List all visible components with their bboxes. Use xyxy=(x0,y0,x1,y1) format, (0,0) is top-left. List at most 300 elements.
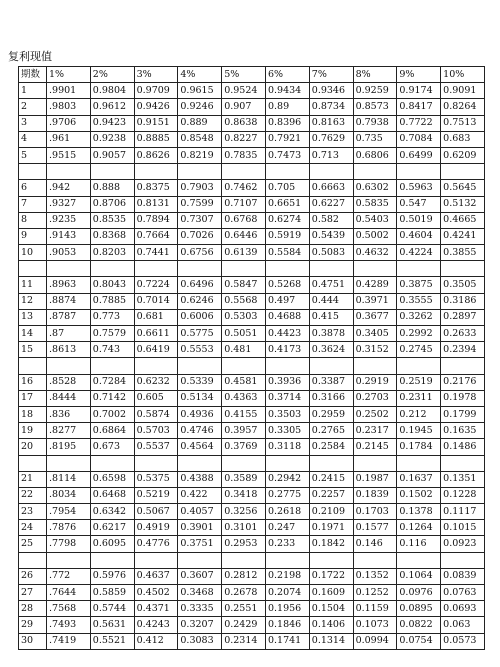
header-row xyxy=(19,67,485,83)
value-cell: 0.4502 xyxy=(134,585,178,601)
value-cell: 0.1799 xyxy=(441,406,485,422)
value-cell: 0.8375 xyxy=(134,180,178,196)
value-cell: 0.412 xyxy=(134,633,178,649)
value-cell: 0.8396 xyxy=(265,115,309,131)
value-cell: 0.0895 xyxy=(397,601,441,617)
value-cell: 0.4637 xyxy=(134,568,178,584)
table-row xyxy=(19,293,485,309)
value-cell: .9143 xyxy=(47,228,91,244)
value-cell: 0.1703 xyxy=(353,504,397,520)
value-cell: 0.5067 xyxy=(134,504,178,520)
value-cell: 0.4776 xyxy=(134,536,178,552)
period-cell: 30 xyxy=(19,633,47,649)
empty-cell xyxy=(353,552,397,568)
empty-cell xyxy=(178,261,222,277)
value-cell: 0.9174 xyxy=(397,83,441,99)
value-cell: .8114 xyxy=(47,471,91,487)
table-row xyxy=(19,147,485,163)
value-cell: 0.7903 xyxy=(178,180,222,196)
value-cell: 0.063 xyxy=(441,617,485,633)
value-cell: 0.2812 xyxy=(222,568,266,584)
value-cell: 0.3468 xyxy=(178,585,222,601)
empty-cell xyxy=(90,261,134,277)
value-cell: 0.1842 xyxy=(309,536,353,552)
value-cell: .8874 xyxy=(47,293,91,309)
value-cell: 0.2959 xyxy=(309,406,353,422)
value-cell: 0.2678 xyxy=(222,585,266,601)
period-cell: 10 xyxy=(19,245,47,261)
value-cell: 0.6095 xyxy=(90,536,134,552)
table-row xyxy=(19,487,485,503)
value-cell: 0.1351 xyxy=(441,471,485,487)
table-row xyxy=(19,309,485,325)
table-row xyxy=(19,131,485,147)
value-cell: 0.9346 xyxy=(309,83,353,99)
value-cell: 0.5631 xyxy=(90,617,134,633)
value-cell: 0.3262 xyxy=(397,309,441,325)
value-cell: 0.1635 xyxy=(441,423,485,439)
value-cell: .9706 xyxy=(47,115,91,131)
period-cell: 28 xyxy=(19,601,47,617)
period-cell: 2 xyxy=(19,99,47,115)
empty-cell xyxy=(90,552,134,568)
value-cell: .9803 xyxy=(47,99,91,115)
value-cell: 0.5268 xyxy=(265,277,309,293)
value-cell: 0.2897 xyxy=(441,309,485,325)
value-cell: 0.4751 xyxy=(309,277,353,293)
value-cell: 0.4173 xyxy=(265,342,309,358)
value-cell: 0.247 xyxy=(265,520,309,536)
value-cell: 0.7142 xyxy=(90,390,134,406)
value-cell: 0.735 xyxy=(353,131,397,147)
value-cell: 0.1846 xyxy=(265,617,309,633)
value-cell: 0.6496 xyxy=(178,277,222,293)
empty-cell xyxy=(353,455,397,471)
header-cell-rate: 5% xyxy=(222,67,266,83)
value-cell: 0.7921 xyxy=(265,131,309,147)
value-cell: 0.5303 xyxy=(222,309,266,325)
empty-cell xyxy=(309,261,353,277)
value-cell: 0.9426 xyxy=(134,99,178,115)
empty-cell xyxy=(222,358,266,374)
value-cell: 0.6217 xyxy=(90,520,134,536)
value-cell: 0.6274 xyxy=(265,212,309,228)
value-cell: 0.5339 xyxy=(178,374,222,390)
value-cell: 0.0573 xyxy=(441,633,485,649)
value-cell: 0.8535 xyxy=(90,212,134,228)
table-row xyxy=(19,390,485,406)
value-cell: 0.8203 xyxy=(90,245,134,261)
value-cell: 0.2145 xyxy=(353,439,397,455)
value-cell: .8034 xyxy=(47,487,91,503)
value-cell: 0.3957 xyxy=(222,423,266,439)
table-row xyxy=(19,196,485,212)
period-cell: 18 xyxy=(19,406,47,422)
table-title: 复利现值 xyxy=(8,50,52,63)
value-cell: 0.9612 xyxy=(90,99,134,115)
value-cell: 0.2394 xyxy=(441,342,485,358)
value-cell: 0.1406 xyxy=(309,617,353,633)
empty-cell xyxy=(47,455,91,471)
value-cell: 0.8368 xyxy=(90,228,134,244)
value-cell: 0.6342 xyxy=(90,504,134,520)
value-cell: 0.1378 xyxy=(397,504,441,520)
value-cell: 0.3769 xyxy=(222,439,266,455)
empty-cell xyxy=(441,358,485,374)
empty-cell xyxy=(90,455,134,471)
value-cell: 0.9423 xyxy=(90,115,134,131)
value-cell: 0.1637 xyxy=(397,471,441,487)
empty-cell xyxy=(134,358,178,374)
table-row xyxy=(19,115,485,131)
empty-cell xyxy=(134,261,178,277)
value-cell: 0.7473 xyxy=(265,147,309,163)
value-cell: 0.9804 xyxy=(90,83,134,99)
value-cell: 0.2953 xyxy=(222,536,266,552)
value-cell: 0.1314 xyxy=(309,633,353,649)
value-cell: 0.4155 xyxy=(222,406,266,422)
empty-cell xyxy=(265,261,309,277)
value-cell: 0.8548 xyxy=(178,131,222,147)
value-cell: 0.3256 xyxy=(222,504,266,520)
empty-cell xyxy=(397,261,441,277)
value-cell: 0.7107 xyxy=(222,196,266,212)
value-cell: 0.3152 xyxy=(353,342,397,358)
value-cell: 0.3083 xyxy=(178,633,222,649)
empty-cell xyxy=(19,261,47,277)
header-cell-rate: 9% xyxy=(397,67,441,83)
table-row xyxy=(19,342,485,358)
value-cell: 0.1228 xyxy=(441,487,485,503)
value-cell: 0.481 xyxy=(222,342,266,358)
value-cell: .8528 xyxy=(47,374,91,390)
period-cell: 21 xyxy=(19,471,47,487)
header-cell-rate: 4% xyxy=(178,67,222,83)
value-cell: 0.6468 xyxy=(90,487,134,503)
period-cell: 29 xyxy=(19,617,47,633)
value-cell: .9901 xyxy=(47,83,91,99)
value-cell: 0.2775 xyxy=(265,487,309,503)
value-cell: 0.1784 xyxy=(397,439,441,455)
value-cell: .7876 xyxy=(47,520,91,536)
value-cell: 0.3878 xyxy=(309,326,353,342)
value-cell: 0.7894 xyxy=(134,212,178,228)
period-cell: 6 xyxy=(19,180,47,196)
value-cell: 0.4388 xyxy=(178,471,222,487)
value-cell: .7644 xyxy=(47,585,91,601)
value-cell: 0.7441 xyxy=(134,245,178,261)
empty-cell xyxy=(19,164,47,180)
value-cell: 0.2745 xyxy=(397,342,441,358)
value-cell: 0.2502 xyxy=(353,406,397,422)
value-cell: .9515 xyxy=(47,147,91,163)
empty-cell xyxy=(178,358,222,374)
value-cell: 0.9259 xyxy=(353,83,397,99)
empty-cell xyxy=(222,552,266,568)
value-cell: 0.4604 xyxy=(397,228,441,244)
value-cell: 0.3589 xyxy=(222,471,266,487)
table-row xyxy=(19,83,485,99)
value-cell: 0.2919 xyxy=(353,374,397,390)
value-cell: 0.605 xyxy=(134,390,178,406)
table-row xyxy=(19,520,485,536)
empty-cell xyxy=(265,358,309,374)
value-cell: 0.2584 xyxy=(309,439,353,455)
value-cell: 0.212 xyxy=(397,406,441,422)
value-cell: 0.3166 xyxy=(309,390,353,406)
empty-cell xyxy=(19,552,47,568)
value-cell: 0.4581 xyxy=(222,374,266,390)
value-cell: 0.888 xyxy=(90,180,134,196)
empty-cell xyxy=(441,261,485,277)
header-cell-rate: 7% xyxy=(309,67,353,83)
value-cell: 0.6232 xyxy=(134,374,178,390)
value-cell: 0.0839 xyxy=(441,568,485,584)
empty-cell xyxy=(47,552,91,568)
value-cell: 0.5537 xyxy=(134,439,178,455)
value-cell: 0.1741 xyxy=(265,633,309,649)
value-cell: 0.5645 xyxy=(441,180,485,196)
value-cell: 0.2551 xyxy=(222,601,266,617)
empty-cell xyxy=(222,164,266,180)
value-cell: 0.2618 xyxy=(265,504,309,520)
spacer-row xyxy=(19,552,485,568)
value-cell: 0.1945 xyxy=(397,423,441,439)
table-row xyxy=(19,180,485,196)
value-cell: 0.6651 xyxy=(265,196,309,212)
value-cell: 0.1486 xyxy=(441,439,485,455)
value-cell: 0.2415 xyxy=(309,471,353,487)
spacer-row xyxy=(19,261,485,277)
table-body xyxy=(19,67,485,650)
value-cell: 0.3503 xyxy=(265,406,309,422)
value-cell: 0.6598 xyxy=(90,471,134,487)
period-cell: 19 xyxy=(19,423,47,439)
empty-cell xyxy=(353,164,397,180)
empty-cell xyxy=(397,164,441,180)
value-cell: 0.8417 xyxy=(397,99,441,115)
empty-cell xyxy=(397,358,441,374)
value-cell: 0.2109 xyxy=(309,504,353,520)
table-row xyxy=(19,212,485,228)
table-row xyxy=(19,585,485,601)
value-cell: 0.444 xyxy=(309,293,353,309)
value-cell: 0.7722 xyxy=(397,115,441,131)
header-cell-rate: 1% xyxy=(47,67,91,83)
value-cell: 0.8131 xyxy=(134,196,178,212)
value-cell: .8277 xyxy=(47,423,91,439)
value-cell: 0.1159 xyxy=(353,601,397,617)
period-cell: 4 xyxy=(19,131,47,147)
value-cell: 0.6246 xyxy=(178,293,222,309)
empty-cell xyxy=(222,261,266,277)
value-cell: 0.6768 xyxy=(222,212,266,228)
value-cell: 0.1264 xyxy=(397,520,441,536)
value-cell: 0.5439 xyxy=(309,228,353,244)
value-cell: 0.4688 xyxy=(265,309,309,325)
value-cell: .7419 xyxy=(47,633,91,649)
period-cell: 27 xyxy=(19,585,47,601)
value-cell: 0.233 xyxy=(265,536,309,552)
period-cell: 15 xyxy=(19,342,47,358)
value-cell: 0.9091 xyxy=(441,83,485,99)
value-cell: 0.4746 xyxy=(178,423,222,439)
value-cell: 0.907 xyxy=(222,99,266,115)
empty-cell xyxy=(178,164,222,180)
value-cell: 0.1839 xyxy=(353,487,397,503)
empty-cell xyxy=(90,164,134,180)
value-cell: 0.3335 xyxy=(178,601,222,617)
value-cell: .8195 xyxy=(47,439,91,455)
value-cell: 0.5835 xyxy=(353,196,397,212)
value-cell: 0.3118 xyxy=(265,439,309,455)
value-cell: 0.2176 xyxy=(441,374,485,390)
empty-cell xyxy=(441,455,485,471)
value-cell: 0.89 xyxy=(265,99,309,115)
value-cell: 0.9615 xyxy=(178,83,222,99)
value-cell: 0.3714 xyxy=(265,390,309,406)
empty-cell xyxy=(397,455,441,471)
value-cell: 0.4632 xyxy=(353,245,397,261)
period-cell: 13 xyxy=(19,309,47,325)
value-cell: 0.7664 xyxy=(134,228,178,244)
value-cell: 0.1609 xyxy=(309,585,353,601)
table-row xyxy=(19,423,485,439)
period-cell: 7 xyxy=(19,196,47,212)
period-cell: 12 xyxy=(19,293,47,309)
value-cell: 0.1352 xyxy=(353,568,397,584)
table-row xyxy=(19,99,485,115)
value-cell: 0.6227 xyxy=(309,196,353,212)
value-cell: 0.6499 xyxy=(397,147,441,163)
value-cell: 0.2257 xyxy=(309,487,353,503)
value-cell: 0.7462 xyxy=(222,180,266,196)
value-cell: 0.3207 xyxy=(178,617,222,633)
value-cell: 0.5584 xyxy=(265,245,309,261)
value-cell: 0.0763 xyxy=(441,585,485,601)
period-cell: 16 xyxy=(19,374,47,390)
empty-cell xyxy=(47,358,91,374)
value-cell: 0.673 xyxy=(90,439,134,455)
table-row xyxy=(19,277,485,293)
value-cell: 0.5375 xyxy=(134,471,178,487)
value-cell: 0.0923 xyxy=(441,536,485,552)
empty-cell xyxy=(309,358,353,374)
value-cell: 0.3677 xyxy=(353,309,397,325)
value-cell: 0.2992 xyxy=(397,326,441,342)
value-cell: 0.146 xyxy=(353,536,397,552)
period-cell: 17 xyxy=(19,390,47,406)
value-cell: 0.9524 xyxy=(222,83,266,99)
value-cell: 0.3186 xyxy=(441,293,485,309)
value-cell: 0.1015 xyxy=(441,520,485,536)
value-cell: 0.9434 xyxy=(265,83,309,99)
value-cell: 0.7002 xyxy=(90,406,134,422)
value-cell: .961 xyxy=(47,131,91,147)
empty-cell xyxy=(353,358,397,374)
value-cell: 0.5403 xyxy=(353,212,397,228)
period-cell: 11 xyxy=(19,277,47,293)
value-cell: 0.9246 xyxy=(178,99,222,115)
present-value-table xyxy=(18,66,485,650)
value-cell: .7954 xyxy=(47,504,91,520)
value-cell: 0.2765 xyxy=(309,423,353,439)
value-cell: 0.7885 xyxy=(90,293,134,309)
value-cell: 0.5568 xyxy=(222,293,266,309)
empty-cell xyxy=(222,455,266,471)
value-cell: 0.5219 xyxy=(134,487,178,503)
value-cell: 0.1987 xyxy=(353,471,397,487)
value-cell: 0.4423 xyxy=(265,326,309,342)
empty-cell xyxy=(441,164,485,180)
value-cell: .87 xyxy=(47,326,91,342)
spacer-row xyxy=(19,358,485,374)
table-row xyxy=(19,504,485,520)
value-cell: 0.6302 xyxy=(353,180,397,196)
period-cell: 25 xyxy=(19,536,47,552)
value-cell: 0.5132 xyxy=(441,196,485,212)
value-cell: 0.8734 xyxy=(309,99,353,115)
value-cell: 0.116 xyxy=(397,536,441,552)
empty-cell xyxy=(441,552,485,568)
value-cell: 0.7629 xyxy=(309,131,353,147)
value-cell: 0.1577 xyxy=(353,520,397,536)
header-cell-rate: 10% xyxy=(441,67,485,83)
table-row xyxy=(19,617,485,633)
period-cell: 9 xyxy=(19,228,47,244)
value-cell: 0.7599 xyxy=(178,196,222,212)
value-cell: 0.3936 xyxy=(265,374,309,390)
empty-cell xyxy=(47,261,91,277)
value-cell: 0.9709 xyxy=(134,83,178,99)
value-cell: 0.8573 xyxy=(353,99,397,115)
value-cell: 0.4289 xyxy=(353,277,397,293)
value-cell: 0.8885 xyxy=(134,131,178,147)
value-cell: 0.497 xyxy=(265,293,309,309)
value-cell: 0.1117 xyxy=(441,504,485,520)
value-cell: 0.5919 xyxy=(265,228,309,244)
table-row xyxy=(19,439,485,455)
value-cell: 0.9057 xyxy=(90,147,134,163)
empty-cell xyxy=(265,164,309,180)
value-cell: 0.5874 xyxy=(134,406,178,422)
period-cell: 3 xyxy=(19,115,47,131)
empty-cell xyxy=(353,261,397,277)
value-cell: 0.7084 xyxy=(397,131,441,147)
value-cell: 0.8638 xyxy=(222,115,266,131)
value-cell: 0.3505 xyxy=(441,277,485,293)
period-cell: 23 xyxy=(19,504,47,520)
empty-cell xyxy=(19,358,47,374)
value-cell: 0.3971 xyxy=(353,293,397,309)
value-cell: 0.5002 xyxy=(353,228,397,244)
value-cell: 0.4057 xyxy=(178,504,222,520)
value-cell: .7568 xyxy=(47,601,91,617)
value-cell: 0.5963 xyxy=(397,180,441,196)
value-cell: 0.1064 xyxy=(397,568,441,584)
empty-cell xyxy=(265,455,309,471)
value-cell: 0.2703 xyxy=(353,390,397,406)
value-cell: 0.6139 xyxy=(222,245,266,261)
empty-cell xyxy=(397,552,441,568)
value-cell: 0.5083 xyxy=(309,245,353,261)
value-cell: 0.5134 xyxy=(178,390,222,406)
value-cell: 0.8626 xyxy=(134,147,178,163)
value-cell: 0.4564 xyxy=(178,439,222,455)
value-cell: 0.547 xyxy=(397,196,441,212)
value-cell: .7493 xyxy=(47,617,91,633)
table-row xyxy=(19,633,485,649)
